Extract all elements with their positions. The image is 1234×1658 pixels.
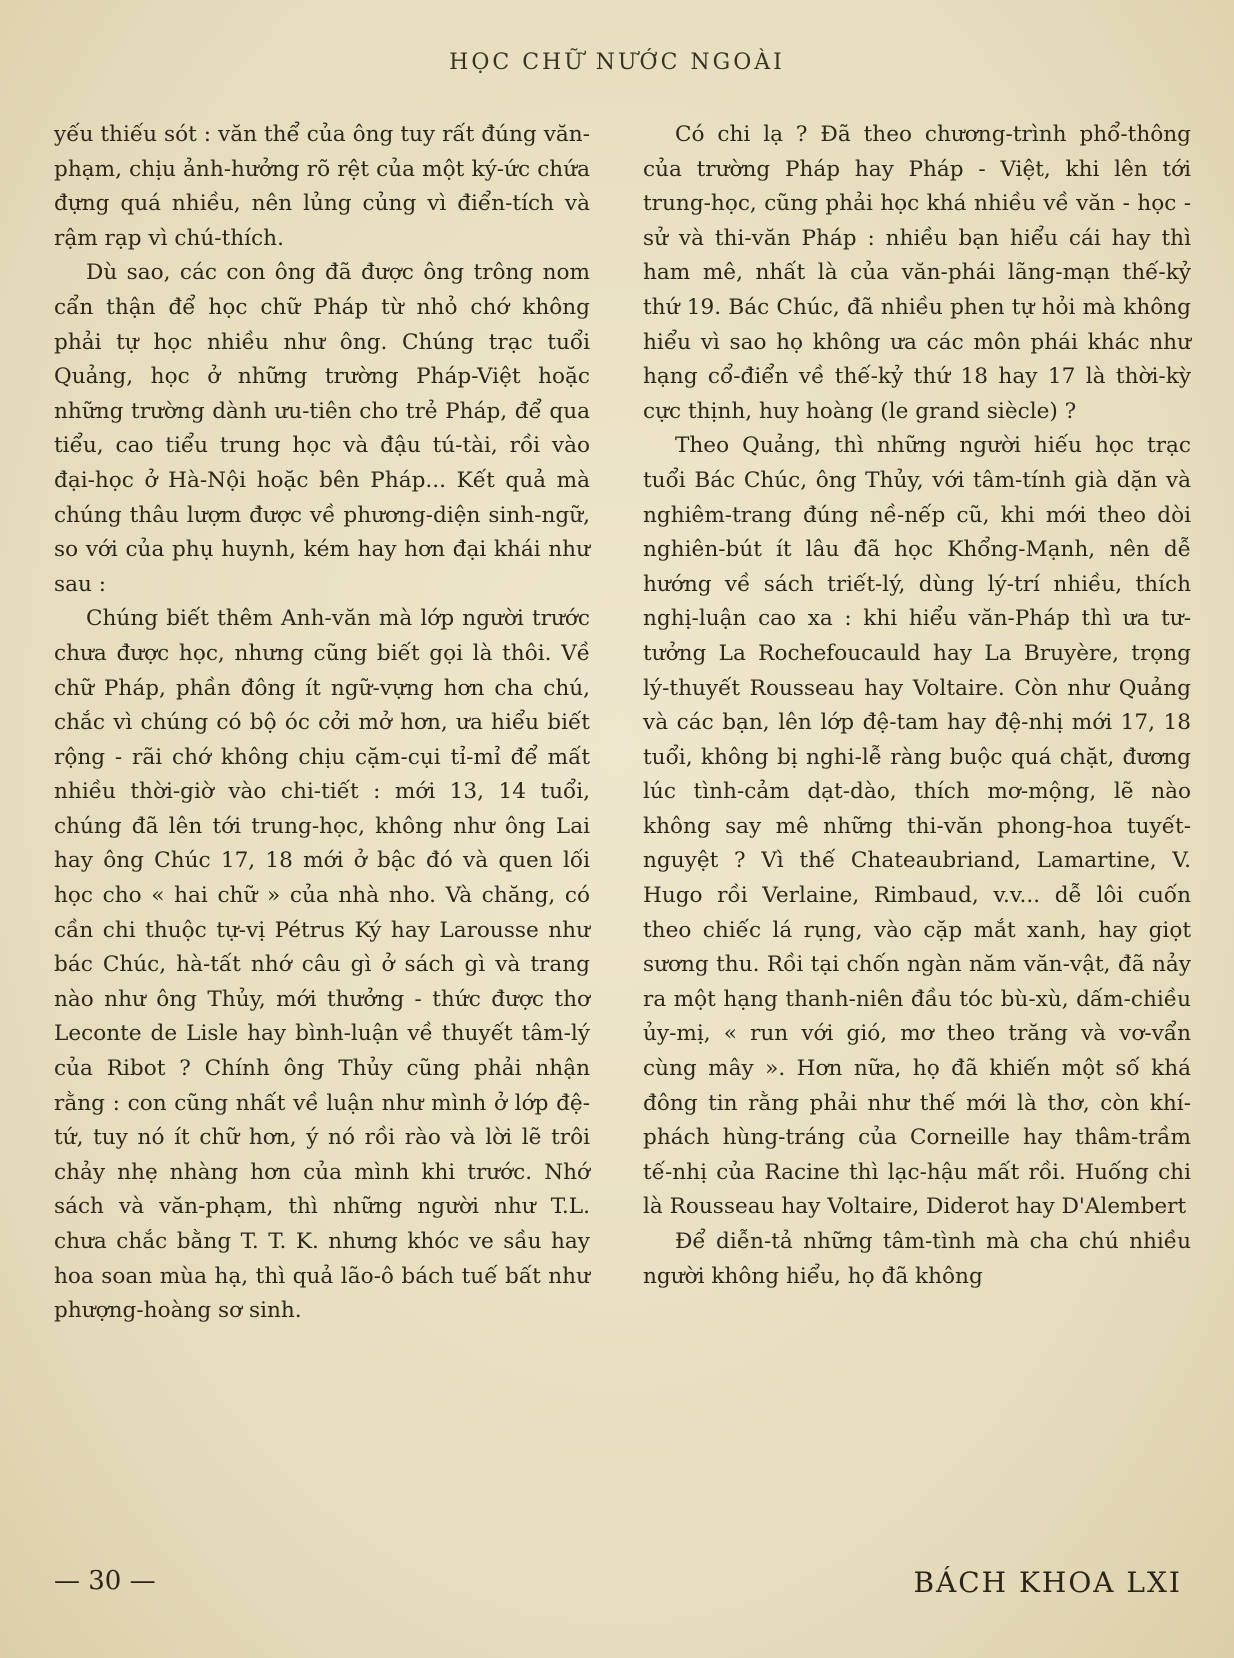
paragraph: Có chi lạ ? Đã theo chương-trình phổ-thông của trường Pháp hay Pháp - Việt, khi lên tới trung-học, cũng phải học khá nhiều về văn - học - sử và thi-văn Pháp : nhiều bạn hiểu cái hay thì ham mê, nhất là của văn-phái lãng-mạn thế-kỷ thứ 19. Bác Chúc, đã nhiều phen tự hỏi mà không hiểu vì sao họ không ưa các môn phái khác như hạng cổ-điển về thế-kỷ thứ 18 hay 17 là thời-kỳ cực thịnh, huy hoàng (le grand siècle) ? bbox=[643, 122, 1191, 424]
paragraph: Chúng biết thêm Anh-văn mà lớp người trước chưa được học, nhưng cũng biết gọi là thôi. Về chữ Pháp, phần đông ít ngữ-vựng hơn cha chú, chắc vì chúng có bộ óc cởi mở hơn, ưa hiểu biết rộng - rãi chớ không chịu cặm-cụi tỉ-mỉ để mất nhiều thời-giờ vào chi-tiết : mới 13, 14 tuổi, chúng đã lên tới trung-học, không như ông Lai hay ông Chúc 17, 18 mới ở bậc đó và quen lối học cho « hai chữ » của nhà nho. Và chăng, có cần chi thuộc tự-vị Pétrus Ký hay Larousse như bác Chúc, hà-tất nhớ câu gì ở sách gì và trang nào như ông Thủy, mới thưởng - thức được thơ Leconte de Lisle hay bình-luận về thuyết tâm-lý của Ribot ? Chính ông Thủy cũng phải nhận rằng : con cũng nhất về luận như mình ở lớp đệ-tứ, tuy nó ít chữ hơn, ý nó rồi rào và lời lẽ trôi chảy nhẹ nhàng hơn của mình khi trước. Nhớ sách và văn-phạm, thì những người như T.L. chưa chắc bằng T. T. K. nhưng khóc ve sầu hay hoa soan mùa hạ, thì quả lão-ô bách tuế bất như phượng-hoàng sơ sinh. bbox=[54, 606, 590, 1324]
paragraph: Để diễn-tả những tâm-tình mà cha chú nhiều người không hiểu, họ đã không bbox=[643, 1229, 1191, 1289]
page-number: — 30 — bbox=[54, 1566, 156, 1596]
publication-name: BÁCH KHOA LXI bbox=[913, 1566, 1182, 1599]
paragraph: yếu thiếu sót : văn thể của ông tuy rất đúng văn-phạm, chịu ảnh-hưởng rõ rệt của một ký-ức chứa đựng quá nhiều, nên lủng củng vì điển-tích và rậm rạp vì chú-thích. bbox=[54, 122, 590, 251]
paragraph: Theo Quảng, thì những người hiếu học trạc tuổi Bác Chúc, ông Thủy, với tâm-tính già dặn và nghiêm-trang đúng nề-nếp cũ, khi mới theo dòi nghiên-bút ít lâu đã học Khổng-Mạnh, nên dễ hướng về sách triết-lý, dùng lý-trí nhiều, thích nghị-luận cao xa : khi hiểu văn-Pháp thì ưa tư-tưởng La Rochefoucauld hay La Bruyère, trọng lý-thuyết Rousseau hay Voltaire. Còn như Quảng và các bạn, lên lớp đệ-tam hay đệ-nhị mới 17, 18 tuổi, không bị nghi-lễ ràng buộc quá chặt, đương lúc tình-cảm dạt-dào, thích mơ-mộng, lẽ nào không say mê những thi-văn phong-hoa tuyết-nguyệt ? Vì thế Chateaubriand, Lamartine, V. Hugo rồi Verlaine, Rimbaud, v.v... dễ lôi cuốn theo chiếc lá rụng, vào cặp mắt xanh, hay giọt sương thu. Rồi tại chốn ngàn năm văn-vật, đã nảy ra một hạng thanh-niên đầu tóc bù-xù, dấm-chiều ủy-mị, « run với gió, mơ theo trăng và vơ-vẩn cùng mây ». Hơn nữa, họ đã khiến một số khá đông tin rằng phải như thế mới là thơ, còn khí-phách hùng-tráng của Corneille hay thâm-trầm tế-nhị của Racine thì lạc-hậu mất rồi. Huống chi là Rousseau hay Voltaire, Diderot hay D'Alembert bbox=[643, 433, 1191, 1220]
running-title: HỌC CHỮ NƯỚC NGOÀI bbox=[449, 50, 785, 75]
paragraph: Dù sao, các con ông đã được ông trông nom cẩn thận để học chữ Pháp từ nhỏ chớ không phải tự học nhiều như ông. Chúng trạc tuổi Quảng, học ở những trường Pháp-Việt hoặc những trường dành ưu-tiên cho trẻ Pháp, để qua tiểu, cao tiểu trung học và đậu tú-tài, rồi vào đại-học ở Hà-Nội hoặc bên Pháp... Kết quả mà chúng thâu lượm được về phương-diện sinh-ngữ, so với của phụ huynh, kém hay hơn đại khái như sau : bbox=[54, 260, 590, 597]
right-column bbox=[643, 118, 1191, 1294]
left-column bbox=[54, 118, 590, 1329]
